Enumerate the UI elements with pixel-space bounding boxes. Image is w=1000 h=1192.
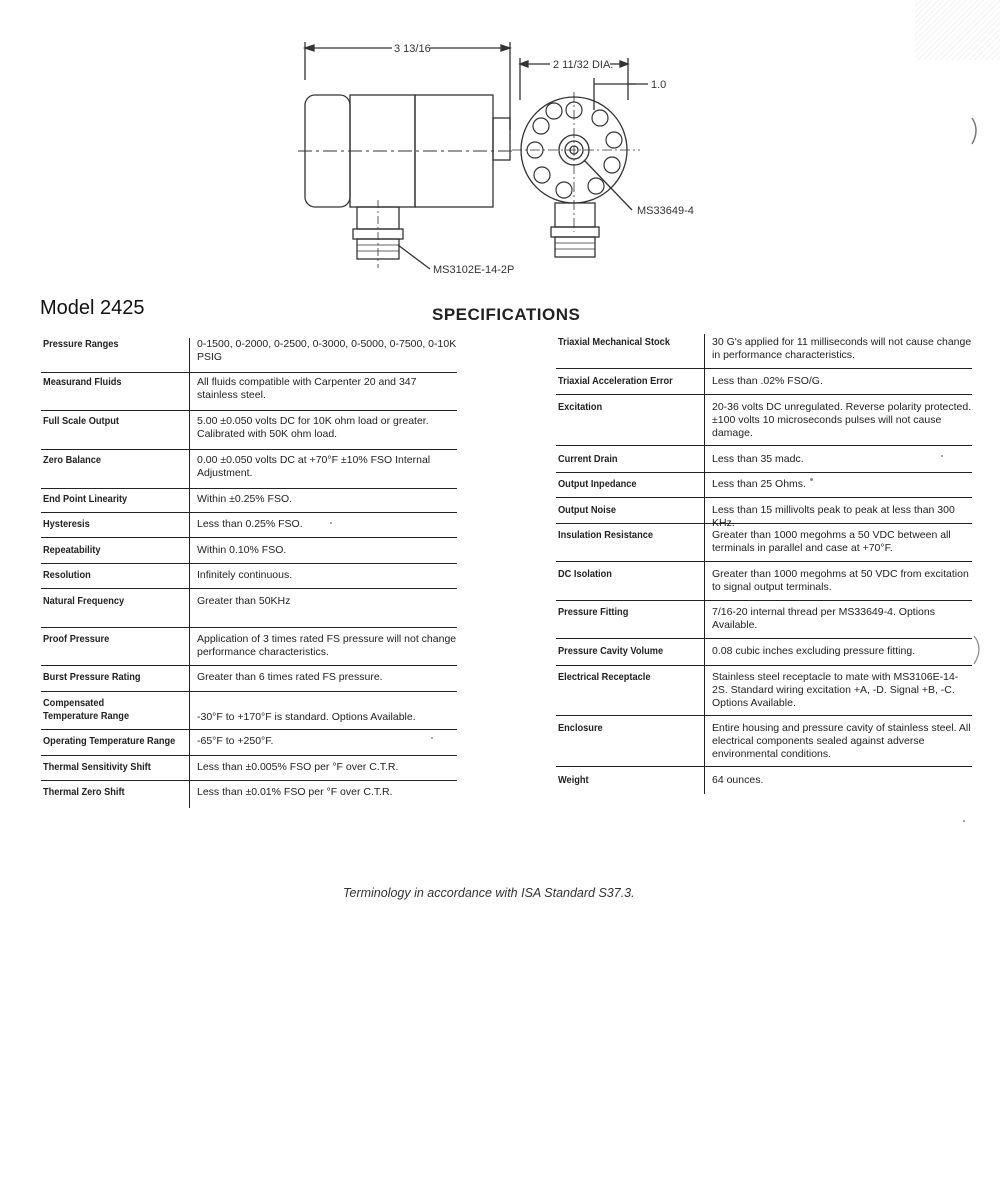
spec-row — [41, 735, 457, 756]
spec-value: 20-36 volts DC unregulated. Reverse polarity protected. ±100 volts 10 microseconds pulses will not cause damage. — [712, 401, 972, 439]
spec-row — [41, 544, 457, 564]
spec-label: Current Drain — [558, 453, 618, 465]
spec-value: Less than ±0.01% FSO per °F over C.T.R. — [197, 786, 393, 798]
spec-row — [556, 645, 972, 666]
spec-value: Entire housing and pressure cavity of stainless steel. All electrical components sealed against adverse environmental conditions. — [712, 722, 971, 760]
spec-row — [556, 375, 972, 395]
spec-row — [41, 697, 457, 730]
spec-value: -30°F to +170°F is standard. Options Available. — [197, 711, 416, 723]
spec-value: All fluids compatible with Carpenter 20 and 347 stainless steel. — [197, 376, 417, 401]
scan-speck — [431, 737, 433, 739]
spec-value: 5.00 ±0.050 volts DC for 10K ohm load or greater. Calibrated with 50K ohm load. — [197, 415, 429, 440]
spec-label: Weight — [558, 774, 589, 786]
spec-value: 7/16-20 internal thread per MS33649-4. Options Available. — [712, 606, 935, 631]
spec-row — [556, 401, 972, 446]
spec-row — [556, 504, 972, 529]
scan-speck — [810, 478, 813, 481]
spec-value: Stainless steel receptacle to mate with MS3106E-14-2S. Standard wiring excitation +A, -D. Signal +B, -C. Options Available. — [712, 671, 959, 709]
spec-row — [41, 569, 457, 589]
dim-offset: 1.0 — [651, 79, 667, 91]
spec-value: 0.00 ±0.050 volts DC at +70°F ±10% FSO Internal Adjustment. — [197, 454, 431, 479]
spec-row — [41, 338, 457, 373]
callout-pressure-port: MS33649-4 — [637, 205, 694, 217]
spec-value: Less than 35 madc. — [712, 453, 804, 465]
spec-label: Compensated Temperature Range — [43, 697, 130, 722]
spec-label: Output Inpedance — [558, 478, 637, 490]
spec-label: Output Noise — [558, 504, 617, 516]
specs-table-left — [41, 338, 457, 808]
spec-value: Less than .02% FSO/G. — [712, 375, 823, 387]
footer-note: Terminology in accordance with ISA Standard S37.3. — [343, 886, 635, 900]
spec-row — [41, 633, 457, 666]
spec-value: Greater than 6 times rated FS pressure. — [197, 671, 383, 683]
specifications-heading: SPECIFICATIONS — [432, 305, 581, 324]
spec-label: Zero Balance — [43, 454, 102, 466]
spec-value: Less than 25 Ohms. — [712, 478, 806, 490]
spec-row — [556, 722, 972, 767]
spec-row — [556, 568, 972, 601]
spec-label: Insulation Resistance — [558, 529, 653, 541]
scan-speck — [941, 455, 943, 457]
spec-row — [556, 671, 972, 716]
spec-label: Triaxial Mechanical Stock — [558, 336, 670, 348]
spec-label: Triaxial Acceleration Error — [558, 375, 673, 387]
spec-label: Repeatability — [43, 544, 101, 556]
spec-label: Resolution — [43, 569, 91, 581]
spec-label: Excitation — [558, 401, 603, 413]
spec-row — [556, 336, 972, 369]
spec-value: Within ±0.25% FSO. — [197, 493, 293, 505]
spec-label: Natural Frequency — [43, 595, 125, 607]
spec-row — [41, 595, 457, 628]
spec-label: Thermal Zero Shift — [43, 786, 125, 798]
spec-value: Greater than 50KHz — [197, 595, 291, 607]
dim-diameter: 2 11/32 DIA. — [553, 59, 614, 71]
spec-value: 30 G's applied for 11 milliseconds will not cause change in performance characteristics. — [712, 336, 972, 361]
spec-row — [41, 786, 457, 805]
spec-value: Application of 3 times rated FS pressure will not change performance characteristics. — [197, 633, 457, 658]
spec-value: 0.08 cubic inches excluding pressure fitting. — [712, 645, 916, 657]
spec-value: Less than ±0.005% FSO per °F over C.T.R. — [197, 761, 399, 773]
spec-row — [41, 493, 457, 513]
spec-row — [556, 453, 972, 473]
spec-value: Greater than 1000 megohms at 50 VDC from excitation to signal output terminals. — [712, 568, 969, 593]
spec-label: Pressure Fitting — [558, 606, 629, 618]
spec-label: DC Isolation — [558, 568, 612, 580]
scan-speck — [963, 820, 965, 822]
spec-label: Proof Pressure — [43, 633, 110, 645]
spec-value: Less than 0.25% FSO. — [197, 518, 303, 530]
spec-label: Electrical Receptacle — [558, 671, 651, 683]
spec-row — [556, 774, 972, 793]
spec-value: 64 ounces. — [712, 774, 764, 786]
spec-value: Infinitely continuous. — [197, 569, 293, 581]
model-title: Model 2425 — [40, 297, 145, 319]
scan-artifact — [915, 0, 1000, 60]
transducer-drawing — [290, 30, 750, 280]
callout-connector: MS3102E-14-2P — [433, 264, 515, 276]
spec-row — [556, 606, 972, 639]
spec-value: Greater than 1000 megohms a 50 VDC between all terminals in parallel and case at +70°F. — [712, 529, 951, 554]
scan-edge-mark — [962, 630, 992, 670]
spec-row — [41, 376, 457, 411]
spec-value: 0-1500, 0-2000, 0-2500, 0-3000, 0-5000, 0-7500, 0-10K PSIG — [197, 338, 457, 363]
scan-edge-mark — [950, 110, 990, 150]
spec-label: Thermal Sensitivity Shift — [43, 761, 151, 773]
spec-row — [41, 454, 457, 489]
scan-speck — [330, 522, 332, 524]
spec-label: End Point Linearity — [43, 493, 128, 505]
spec-row — [556, 478, 972, 498]
spec-value: Less than 15 millivolts peak to peak at less than 300 KHz. — [712, 504, 955, 529]
spec-label: Enclosure — [558, 722, 603, 734]
spec-label: Measurand Fluids — [43, 376, 122, 388]
spec-row — [41, 415, 457, 450]
spec-value: Within 0.10% FSO. — [197, 544, 287, 556]
spec-row — [41, 518, 457, 538]
spec-label: Hysteresis — [43, 518, 90, 530]
specs-table-right — [556, 334, 972, 794]
spec-row — [41, 761, 457, 781]
spec-label: Pressure Cavity Volume — [558, 645, 664, 657]
spec-label: Burst Pressure Rating — [43, 671, 141, 683]
spec-label: Full Scale Output — [43, 415, 119, 427]
spec-value: -65°F to +250°F. — [197, 735, 274, 747]
spec-row — [556, 529, 972, 562]
dim-length: 3 13/16 — [394, 43, 431, 55]
spec-label: Operating Temperature Range — [43, 735, 176, 747]
spec-row — [41, 671, 457, 692]
spec-label: Pressure Ranges — [43, 338, 119, 350]
